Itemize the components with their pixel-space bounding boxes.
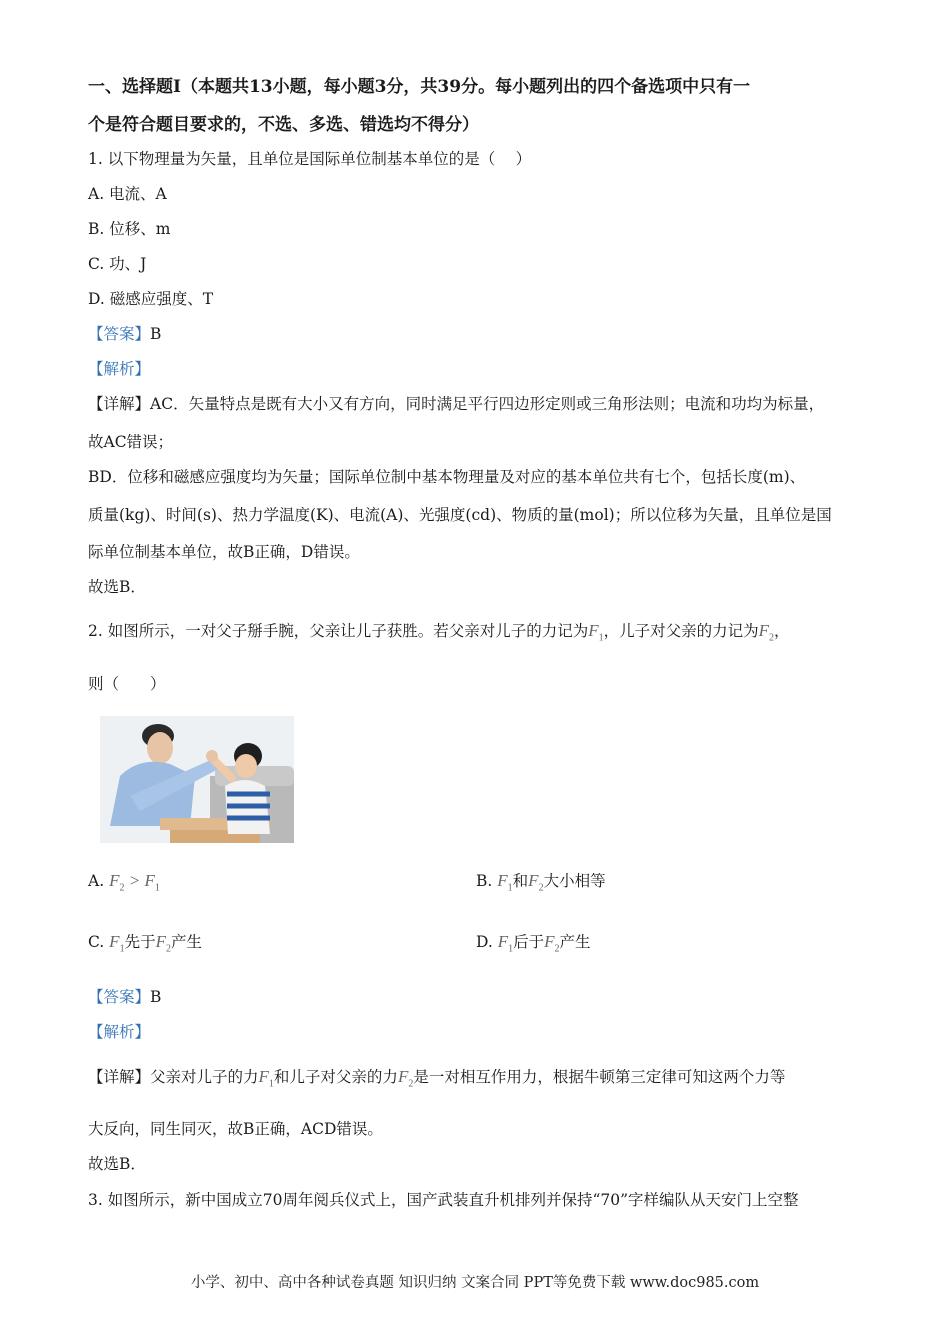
q1-stem: 1. 以下物理量为矢量，且单位是国际单位制基本单位的是（ ）	[88, 150, 532, 168]
q2-stem-part-b: ，儿子对父亲的力记为	[603, 622, 759, 640]
q1-detail-2: 故AC错误；	[88, 433, 174, 451]
f1-symbol: $F_1$	[109, 932, 125, 955]
f2-symbol: $F_2$	[155, 932, 171, 955]
q2-conclusion: 故选B．	[88, 1155, 146, 1173]
q2-stem	[88, 620, 790, 649]
f1-symbol: $F_1$	[497, 932, 514, 955]
f2-symbol: $F_2$	[528, 871, 544, 894]
q1-analysis-tag: 【解析】	[88, 360, 151, 378]
f2-symbol: $F_2$	[109, 871, 125, 894]
f2-symbol: $F_2$	[397, 1067, 414, 1090]
q2-detail-1: 【详解】父亲对儿子的力$F_1$和儿子对父亲的力$F_2$是一对相互作用力，根据牛顿第三定律可知这两个力等	[88, 1067, 786, 1090]
detail-tag: 【详解】	[88, 395, 151, 413]
q1-option-b: B. 位移、m	[88, 220, 171, 238]
section-title-line-2: 个是符合题目要求的，不选、多选、错选均不得分）	[88, 115, 479, 135]
q2-detail-2: 大反向，同生同灭，故B正确，ACD错误。	[88, 1120, 383, 1138]
f1-symbol: $F_1$	[588, 621, 604, 644]
q2-answer: 【答案】B	[88, 988, 162, 1006]
q2-option-b: B. $F_1$和$F_2$大小相等	[476, 871, 606, 894]
q2-stem-part-a: 2. 如图所示，一对父子掰手腕，父亲让儿子获胜。若父亲对儿子的力记为	[88, 622, 589, 640]
q1-detail-5: 际单位制基本单位，故B正确，D错误。	[88, 543, 360, 561]
q2-option-c: C. $F_1$先于$F_2$产生	[88, 932, 202, 955]
q2-analysis-tag: 【解析】	[88, 1023, 151, 1041]
page-footer: 小学、初中、高中各种试卷真题 知识归纳 文案合同 PPT等免费下载 www.doc985.com	[190, 1275, 760, 1291]
q1-option-c: C. 功、J	[88, 255, 147, 273]
f1-symbol: $F_1$	[497, 871, 513, 894]
q2-stem-2: 则（ ）	[88, 675, 166, 693]
answer-value: B	[150, 325, 162, 343]
section-title-line-1: 一、选择题Ⅰ（本题共13小题，每小题3分，共39分。每小题列出的四个备选项中只有一	[88, 77, 751, 97]
q3-stem: 3. 如图所示，新中国成立70周年阅兵仪式上，国产武装直升机排列并保持“70”字样编队从天安门上空整	[88, 1191, 799, 1209]
q2-option-d: D. $F_1$后于$F_2$产生	[476, 932, 591, 955]
q1-detail-3: BD．位移和磁感应强度均为矢量；国际单位制中基本物理量及对应的基本单位共有七个，包括长度(m)、	[88, 468, 806, 486]
f1-symbol: $F_1$	[258, 1067, 274, 1090]
q1-detail-1	[88, 393, 824, 415]
q1-option-d: D. 磁感应强度、T	[88, 290, 214, 308]
q1-detail-4: 质量(kg)、时间(s)、热力学温度(K)、电流(A)、光强度(cd)、物质的量(mol)；所以位移为矢量，且单位是国	[88, 506, 832, 524]
q1-conclusion: 故选B．	[88, 578, 146, 596]
q2-stem-part-c: ，	[774, 622, 790, 640]
answer-tag: 【答案】	[88, 325, 151, 343]
f2-symbol: $F_2$	[758, 621, 775, 644]
f2-symbol: $F_2$	[544, 932, 560, 955]
detail-text: AC．矢量特点是既有大小又有方向，同时满足平行四边形定则或三角形法则；电流和功均为标量，	[150, 395, 825, 413]
q1-answer	[88, 323, 161, 345]
q2-option-a: A. $F_2 > F_1$	[88, 871, 160, 894]
arm-wrestling-photo	[100, 716, 294, 843]
f1-symbol: $F_1$	[144, 871, 160, 894]
q1-option-a: A. 电流、A	[88, 185, 167, 203]
